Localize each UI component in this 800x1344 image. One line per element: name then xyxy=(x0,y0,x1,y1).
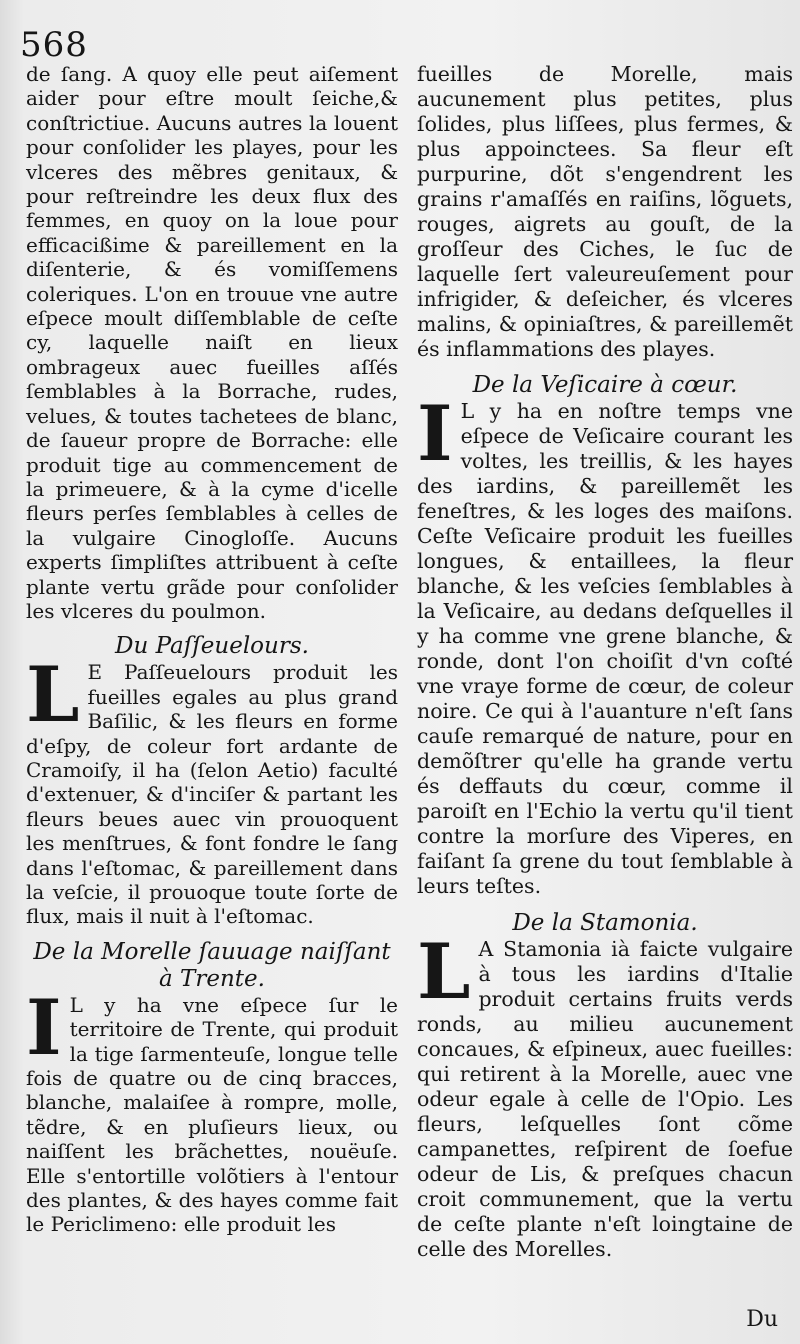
paragraph-borrache-continuation: de ſang. A quoy elle peut aiſement aider pour eſtre moult ſeiche,& conſtrictiue. Aucuns autres la louent pour conſolider les playes, pour les vlceres des mẽbres genitaux, & pour reſtreindre les deux flux des femmes, en quoy on la loue pour efficacißime & pareillement en la diſenterie, & és vomiſſemens coleriques. L'on en trouue vne autre eſpece moult diſſemblable de ceſte cy, laquelle naiſt en lieux ombrageux auec fueilles aſſés ſemblables à la Borrache, rudes, velues, & toutes tachetees de blanc, de ſaueur propre de Borrache: elle produit tige au commencement de la primeuere, & à la cyme d'icelle fleurs perſes ſemblables à celles de la vulgaire Cinogloſſe. Aucuns experts ſimpliſtes attribuent à ceſte plante vertu grãde pour conſolider les vlceres du poulmon. xyxy=(26,62,398,623)
paragraph-vescicaire xyxy=(417,389,793,899)
drop-cap: L xyxy=(26,650,80,740)
paragraph-text: E Paſſeuelours produit les fueilles egales au plus grand Baſilic, & les fleurs en forme d'eſpy, de coleur fort ardante de Cramoiſy, il ha (ſelon Aetio) faculté d'extenuer, & d'inciſer & partant les fleurs beues auec vin prouoquent les menſtrues, & font fondre le ſang dans l'eſtomac, & pareillement dans la veſcie, il prouoque toute ſorte de flux, mais il nuit à l'eſtomac. xyxy=(26,660,398,929)
paragraph-text: L y ha en noſtre temps vne eſpece de Veſicaire courant les voltes, les treillis, & les hayes des iardins, & pareillemẽt les feneſtres, & les loges des maiſons. Ceſte Veſicaire produit les fueilles longues, & entaillees, la fleur blanche, & les veſcies ſemblables à la Veſicaire, au dedans deſquelles il y ha comme vne grene blanche, & ronde, dont l'on choiſit d'vn coſté vne vraye forme de cœur, de coleur noire. Ce qui à l'auanture n'eſt ſans cauſe remarqué de nature, pour en demõſtrer qu'elle ha grande vertu és deffauts du cœur, comme il paroiſt en l'Echio la vertu qu'il tient contre la morſure des Viperes, en faiſant ſa grene du tout ſemblable à leurs teſtes. xyxy=(417,399,793,899)
drop-cap: I xyxy=(26,982,62,1072)
right-column xyxy=(417,62,793,1262)
heading-passeuelours: Du Paſſeuelours. xyxy=(115,633,309,660)
paragraph-morelle-sauuage xyxy=(26,982,398,1237)
page-number: 568 xyxy=(20,25,88,65)
paragraph-passeuelours xyxy=(26,650,398,929)
section-passeuelours xyxy=(26,633,398,928)
drop-cap: L xyxy=(417,926,471,1016)
paragraph-text: A Stamonia ià faicte vulgaire à tous les iardins d'Italie produit certains fruits verds ronds, au milieu aucunement concaues, & eſpineux, auec fueilles: qui retirent à la Morelle, auec vne odeur egale à celle de l'Opio. Les fleurs, leſquelles ſont cõme campanettes, reſpirent de ſoefue odeur de Lis, & preſques chacun croit communement, que la vertu de ceſte plante n'eſt loingtaine de celle des Morelles. xyxy=(417,936,793,1261)
heading-vescicaire: De la Veſicaire à cœur. xyxy=(472,372,738,399)
section-morelle-sauuage xyxy=(26,939,398,1237)
catchword: Du xyxy=(746,1307,778,1332)
heading-stamonia: De la Stamonia. xyxy=(512,909,698,936)
section-vescicaire xyxy=(417,372,793,899)
left-column xyxy=(26,62,398,1237)
heading-morelle-sauuage: De la Morelle ſauuage naiſſant à Trente. xyxy=(33,938,391,992)
paragraph-text: L y ha vne eſpece ſur le territoire de Trente, qui produit la tige ſarmenteuſe, longue telle fois de quatre ou de cinq bracces, blanche, malaiſee à rompre, molle, tẽdre, & en pluſieurs lieux, ou naiſſent les brãchettes, nouëuſe. Elle s'entortille volõtiers à l'entour des plantes, & des hayes comme fait le Periclimeno: elle produit les xyxy=(26,992,398,1237)
paragraph-stamonia xyxy=(417,926,793,1262)
paragraph-morelle-continuation: fueilles de Morelle, mais aucunement plus petites, plus ſolides, plus liſſees, plus fermes, & plus appoinctees. Sa fleur eſt purpurine, dõt s'engendrent les grains r'amaſſés en raiſins, lõguets, rouges, aigrets au gouſt, de la groſſeur des Ciches, le ſuc de laquelle ſert valeureuſement pour infrigider, & deſeicher, és vlceres malins, & opiniaſtres, & pareillemẽt és inflammations des playes. xyxy=(417,62,793,362)
drop-cap: I xyxy=(417,389,453,479)
section-stamonia xyxy=(417,910,793,1262)
